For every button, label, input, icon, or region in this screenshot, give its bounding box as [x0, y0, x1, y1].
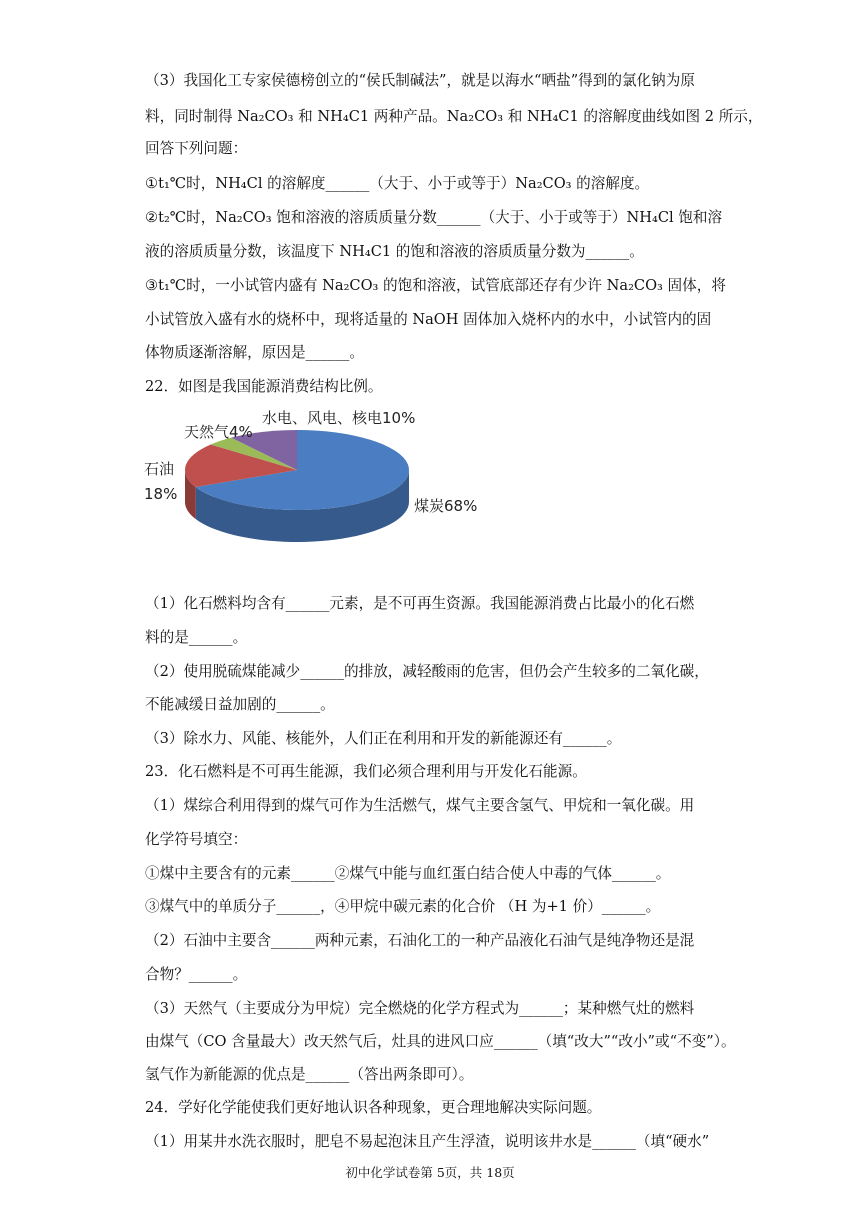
q22-sub-2-line-1: （2）使用脱硫煤能减少______的排放，减轻酸雨的危害，但仍会产生较多的二氧化碳， [145, 663, 709, 680]
q22-sub-3: （3）除水力、风能、核能外，人们正在利用和开发的新能源还有______。 [145, 730, 622, 747]
q22-sub-2-line-2: 不能减缓日益加剧的______。 [145, 696, 335, 713]
q21-3-item-1: ①t₁℃时，NH₄Cl 的溶解度______（大于、小于或等于）Na₂CO₃ 的溶解度。 [145, 175, 650, 192]
q23-sub-2-line-1: （2）石油中主要含______两种元素，石油化工的一种产品液化石油气是纯净物还是混 [145, 932, 695, 949]
q22-stem: 22．如图是我国能源消费结构比例。 [145, 378, 383, 395]
pie-label-天然气: 天然气4% [184, 423, 253, 441]
q23-sub-3-line-2: 由煤气（CO 含量最大）改天然气后，灶具的进风口应______（填“改大”“改小”或“不变”）。 [145, 1033, 736, 1050]
q22-sub-1-line-1: （1）化石燃料均含有______元素，是不可再生资源。我国能源消费占比最小的化石燃 [145, 595, 695, 612]
pie-label-煤炭: 煤炭68% [414, 497, 478, 515]
q22-sub-1-line-2: 料的是______。 [145, 629, 248, 646]
q23-sub-1-line-3: ①煤中主要含有的元素______②煤气中能与血红蛋白结合使人中毒的气体______。 [145, 865, 671, 882]
q21-3-item-3-line-3: 体物质逐渐溶解，原因是______。 [145, 344, 364, 361]
pie-label-水电、风电、核电: 水电、风电、核电10% [262, 409, 416, 427]
q21-3-item-3-line-1: ③t₁℃时，一小试管内盛有 Na₂CO₃ 的饱和溶液，试管底部还存有少许 Na₂CO₃ 固体，将 [145, 277, 726, 294]
q21-3-item-3-line-2: 小试管放入盛有水的烧杯中，现将适量的 NaOH 固体加入烧杯内的水中，小试管内的固 [145, 311, 712, 328]
q23-sub-2-line-2: 合物？______。 [145, 966, 248, 983]
q21-3-intro-line-2: 料，同时制得 Na₂CO₃ 和 NH₄C1 两种产品。Na₂CO₃ 和 NH₄C1 的溶解度曲线如图 2 所示， [145, 108, 763, 125]
q21-3-item-2-line-1: ②t₂℃时，Na₂CO₃ 饱和溶液的溶质质量分数______（大于、小于或等于）NH₄Cl 饱和溶 [145, 209, 723, 226]
q21-3-intro-line-1: （3）我国化工专家侯德榜创立的“侯氏制碱法”，就是以海水“晒盐”得到的氯化钠为原 [145, 72, 695, 89]
pie-label-石油: 石油 [144, 460, 175, 478]
q21-3-intro-line-3: 回答下列问题： [145, 140, 248, 157]
q23-sub-3-line-3: 氢气作为新能源的优点是______（答出两条即可）。 [145, 1066, 474, 1083]
page-footer: 初中化学试卷第 5页，共 18页 [345, 1165, 515, 1180]
q23-stem: 23．化石燃料是不可再生能源，我们必须合理利用与开发化石能源。 [145, 763, 587, 780]
q23-sub-1-line-4: ③煤气中的单质分子______，④甲烷中碳元素的化合价 （H 为+1 价）______。 [145, 898, 661, 915]
q23-sub-3-line-1: （3）天然气（主要成分为甲烷）完全燃烧的化学方程式为______；某种燃气灶的燃料 [145, 1000, 695, 1017]
q24-stem: 24．学好化学能使我们更好地认识各种现象，更合理地解决实际问题。 [145, 1099, 602, 1116]
q21-3-item-2-line-2: 液的溶质质量分数，该温度下 NH₄C1 的饱和溶液的溶质质量分数为______。 [145, 243, 644, 260]
q23-sub-1-line-2: 化学符号填空： [145, 831, 248, 848]
energy-pie-chart [144, 404, 484, 580]
q23-sub-1-line-1: （1）煤综合利用得到的煤气可作为生活燃气，煤气主要含氢气、甲烷和一氧化碳。用 [145, 797, 695, 814]
pie-label-石油-percent: 18% [144, 485, 178, 503]
q24-sub-1-line-1: （1）用某井水洗衣服时，肥皂不易起泡沫且产生浮渣，说明该井水是______（填“硬水” [145, 1133, 710, 1150]
